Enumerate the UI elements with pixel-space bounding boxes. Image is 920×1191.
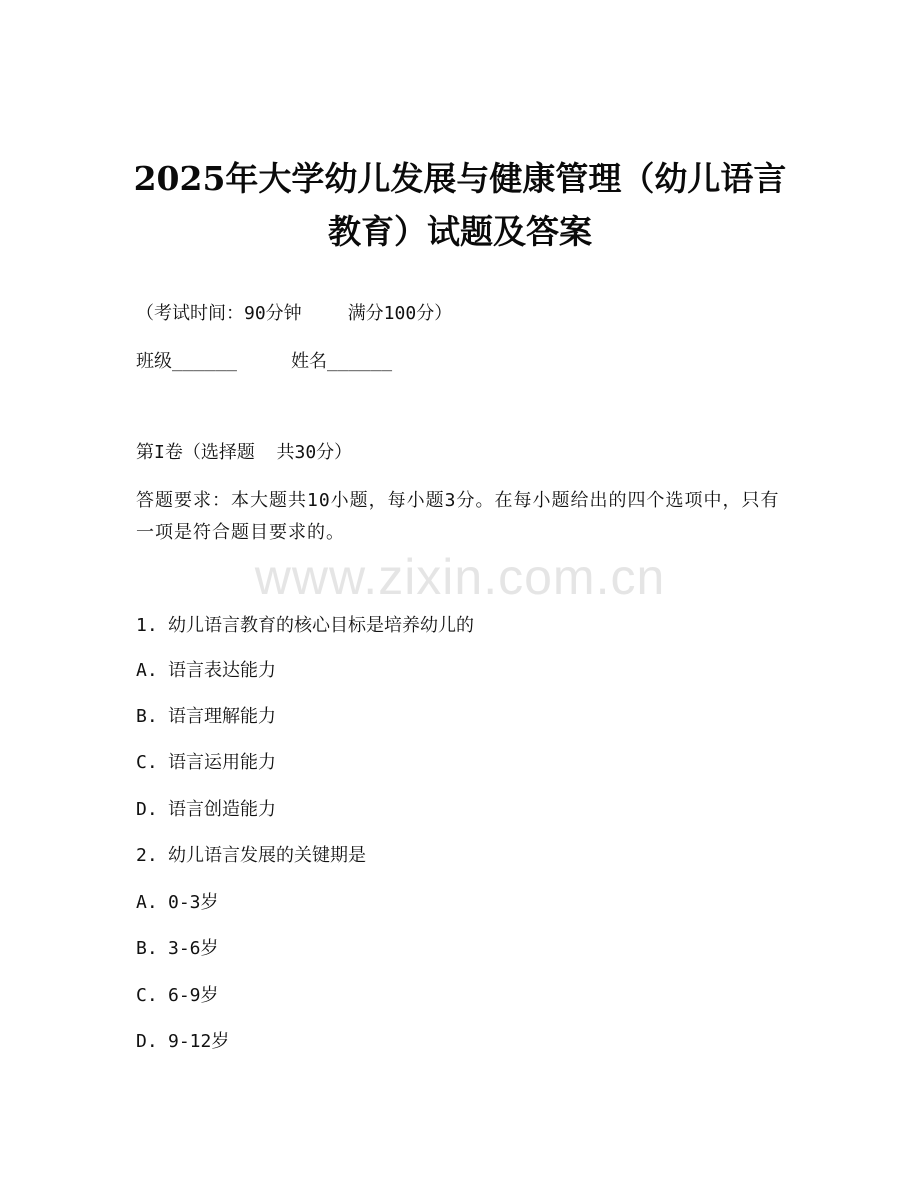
- question-text: 幼儿语言教育的核心目标是培养幼儿的: [168, 615, 474, 636]
- question-text: 幼儿语言发展的关键期是: [168, 845, 366, 866]
- exam-time: （考试时间：90分钟: [136, 303, 302, 324]
- option-1d[interactable]: [136, 798, 276, 822]
- class-field-label: 班级______: [136, 351, 238, 372]
- option-text: 语言理解能力: [168, 706, 276, 727]
- option-label: A.: [136, 660, 158, 681]
- full-score: 满分100分）: [347, 303, 453, 324]
- question-number: 2.: [136, 845, 158, 866]
- question-1: [136, 614, 474, 638]
- option-label: D.: [136, 799, 158, 820]
- option-2a[interactable]: [136, 891, 219, 915]
- section-instructions: 答题要求：本大题共10小题，每小题3分。在每小题给出的四个选项中，只有一项是符合题目要求的。: [136, 490, 780, 543]
- exam-time-line: [136, 302, 452, 326]
- option-1b[interactable]: [136, 705, 276, 729]
- question-number: 1.: [136, 615, 158, 636]
- option-label: B.: [136, 938, 158, 959]
- option-2c[interactable]: [136, 984, 219, 1008]
- page-title: [60, 152, 860, 258]
- title-line-2: 教育）试题及答案: [328, 212, 592, 251]
- section-title: 第I卷（选择题 共30分）: [136, 442, 353, 463]
- watermark: www.zixin.com.cn: [254, 549, 666, 605]
- option-2b[interactable]: [136, 937, 219, 961]
- option-text: 0-3岁: [168, 892, 219, 913]
- option-text: 3-6岁: [168, 938, 219, 959]
- title-line-1: 2025年大学幼儿发展与健康管理（幼儿语言: [133, 159, 787, 198]
- option-label: D.: [136, 1031, 158, 1052]
- student-info-line: [136, 350, 392, 374]
- option-text: 语言表达能力: [168, 660, 276, 681]
- option-text: 语言运用能力: [168, 752, 276, 773]
- option-text: 6-9岁: [168, 985, 219, 1006]
- option-label: C.: [136, 752, 158, 773]
- option-text: 语言创造能力: [168, 799, 276, 820]
- option-label: B.: [136, 706, 158, 727]
- option-label: C.: [136, 985, 158, 1006]
- option-2d[interactable]: [136, 1030, 229, 1054]
- question-2: [136, 844, 366, 868]
- option-label: A.: [136, 892, 158, 913]
- name-field-label: 姓名______: [291, 351, 393, 372]
- option-1a[interactable]: [136, 659, 276, 683]
- option-text: 9-12岁: [168, 1031, 230, 1052]
- option-1c[interactable]: [136, 751, 276, 775]
